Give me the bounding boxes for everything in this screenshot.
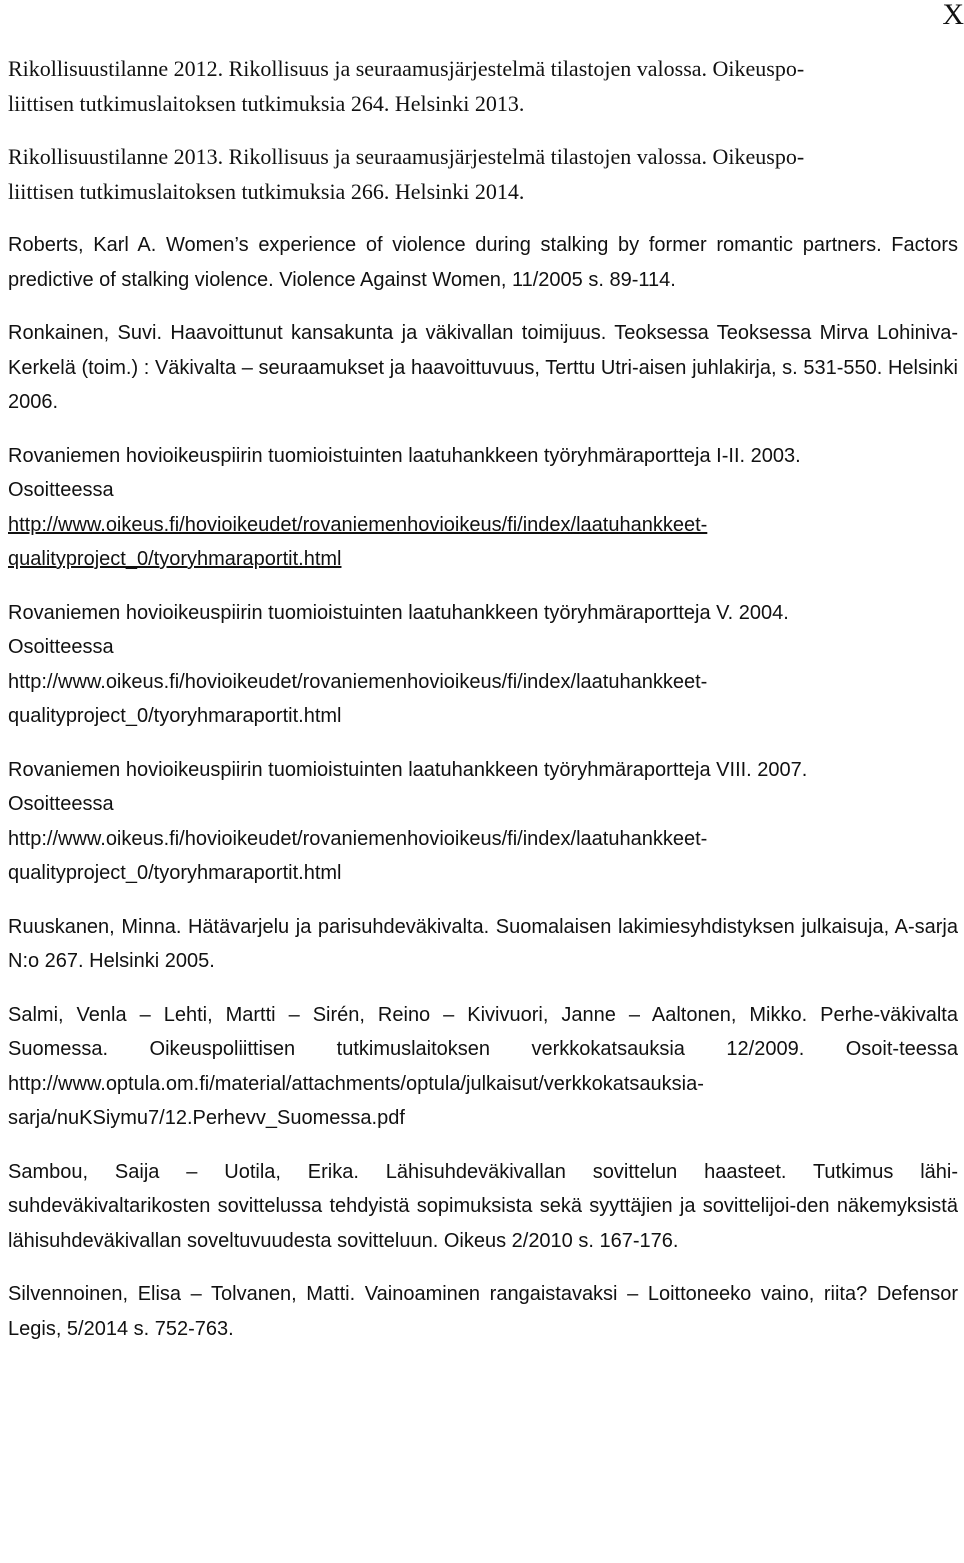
reference-entry-silvennoinen bbox=[8, 1277, 958, 1346]
reference-text: Rovaniemen hovioikeuspiirin tuomioistuinten laatuhankkeen työryhmäraportteja V. 2004. bbox=[8, 601, 789, 624]
reference-entry-roberts bbox=[8, 228, 958, 297]
reference-text-line: liittisen tutkimuslaitoksen tutkimuksia 264. Helsinki 2013. bbox=[8, 90, 525, 116]
reference-text: Salmi, Venla – Lehti, Martti – Sirén, Reino – Kivivuori, Janne – Aaltonen, Mikko. Perhe-väkivalta Suomessa. Oikeuspoliittisen tutkimuslaitoksen verkkokatsauksia 12/2009. Osoit-teessa http://www.optula.om.fi/material/attachments/optula/julkaisut/verkkokatsauksia-sarja/nuKSiymu7/12.Perhevv_Suomessa.pdf bbox=[8, 1003, 958, 1129]
reference-entry-salmi bbox=[8, 998, 958, 1136]
reference-text: Silvennoinen, Elisa – Tolvanen, Matti. Vainoaminen rangaistavaksi – Loittoneeko vaino, riita? Defensor Legis, 5/2014 s. 752-763. bbox=[8, 1283, 958, 1340]
reference-text-line: liittisen tutkimuslaitoksen tutkimuksia 266. Helsinki 2014. bbox=[8, 178, 525, 204]
reference-entry-sambou bbox=[8, 1155, 958, 1259]
reference-list bbox=[8, 0, 964, 1365]
reference-url-link[interactable] bbox=[8, 508, 958, 577]
reference-entry-rovaniemi-8 bbox=[8, 753, 958, 891]
reference-url: http://www.oikeus.fi/hovioikeudet/rovaniemenhovioikeus/fi/index/laatuhankkeet- bbox=[8, 670, 708, 693]
reference-entry-rikollisuustilanne-2013 bbox=[8, 140, 958, 209]
reference-url: http://www.oikeus.fi/hovioikeudet/rovaniemenhovioikeus/fi/index/laatuhankkeet- bbox=[8, 827, 708, 850]
reference-text: Ruuskanen, Minna. Hätävarjelu ja parisuhdeväkivalta. Suomalaisen lakimiesyhdistyksen julkaisuja, A-sarja N:o 267. Helsinki 2005. bbox=[8, 915, 958, 972]
reference-entry-ruuskanen bbox=[8, 910, 958, 979]
reference-entry-rikollisuustilanne-2012 bbox=[8, 52, 958, 121]
reference-text-line: Rikollisuustilanne 2012. Rikollisuus ja seuraamusjärjestelmä tilastojen valossa. Oikeuspo- bbox=[8, 56, 805, 81]
reference-text: Rovaniemen hovioikeuspiirin tuomioistuinten laatuhankkeen työryhmäraportteja I-II. 2003. bbox=[8, 444, 801, 467]
reference-url: qualityproject_0/tyoryhmaraportit.html bbox=[8, 705, 342, 727]
address-label: Osoitteessa bbox=[8, 793, 114, 815]
reference-entry-ronkainen bbox=[8, 316, 958, 420]
address-label: Osoitteessa bbox=[8, 479, 114, 501]
reference-text: Rovaniemen hovioikeuspiirin tuomioistuinten laatuhankkeen työryhmäraportteja VIII. 2007. bbox=[8, 758, 808, 781]
reference-text: Sambou, Saija – Uotila, Erika. Lähisuhdeväkivallan sovittelun haasteet. Tutkimus lähi-suhdeväkivaltarikosten sovittelussa tehdyistä sopimuksista sekä syyttäjien ja sovittelijoi-den näkemyksistä lähisuhdeväkivallan soveltuvuudesta sovitteluun. Oikeus 2/2010 s. 167-176. bbox=[8, 1160, 958, 1252]
url-line: qualityproject_0/tyoryhmaraportit.html bbox=[8, 548, 342, 570]
reference-entry-rovaniemi-1 bbox=[8, 439, 958, 577]
reference-text: Roberts, Karl A. Women’s experience of violence during stalking by former romantic partners. Factors predictive of stalking violence. Violence Against Women, 11/2005 s. 89-114. bbox=[8, 234, 958, 291]
close-icon[interactable]: X bbox=[942, 0, 964, 31]
reference-url: qualityproject_0/tyoryhmaraportit.html bbox=[8, 862, 342, 884]
url-line: http://www.oikeus.fi/hovioikeudet/rovaniemenhovioikeus/fi/index/laatuhankkeet- bbox=[8, 513, 708, 536]
reference-text: Ronkainen, Suvi. Haavoittunut kansakunta ja väkivallan toimijuus. Teoksessa Teoksessa Mirva Lohiniva-Kerkelä (toim.) : Väkivalta – seuraamukset ja haavoittuvuus, Terttu Utri-aisen juhlakirja, s. 531-550. Helsinki 2006. bbox=[8, 322, 958, 413]
reference-text-line: Rikollisuustilanne 2013. Rikollisuus ja seuraamusjärjestelmä tilastojen valossa. Oikeuspo- bbox=[8, 144, 805, 169]
reference-entry-rovaniemi-5 bbox=[8, 596, 958, 734]
address-label: Osoitteessa bbox=[8, 636, 114, 658]
